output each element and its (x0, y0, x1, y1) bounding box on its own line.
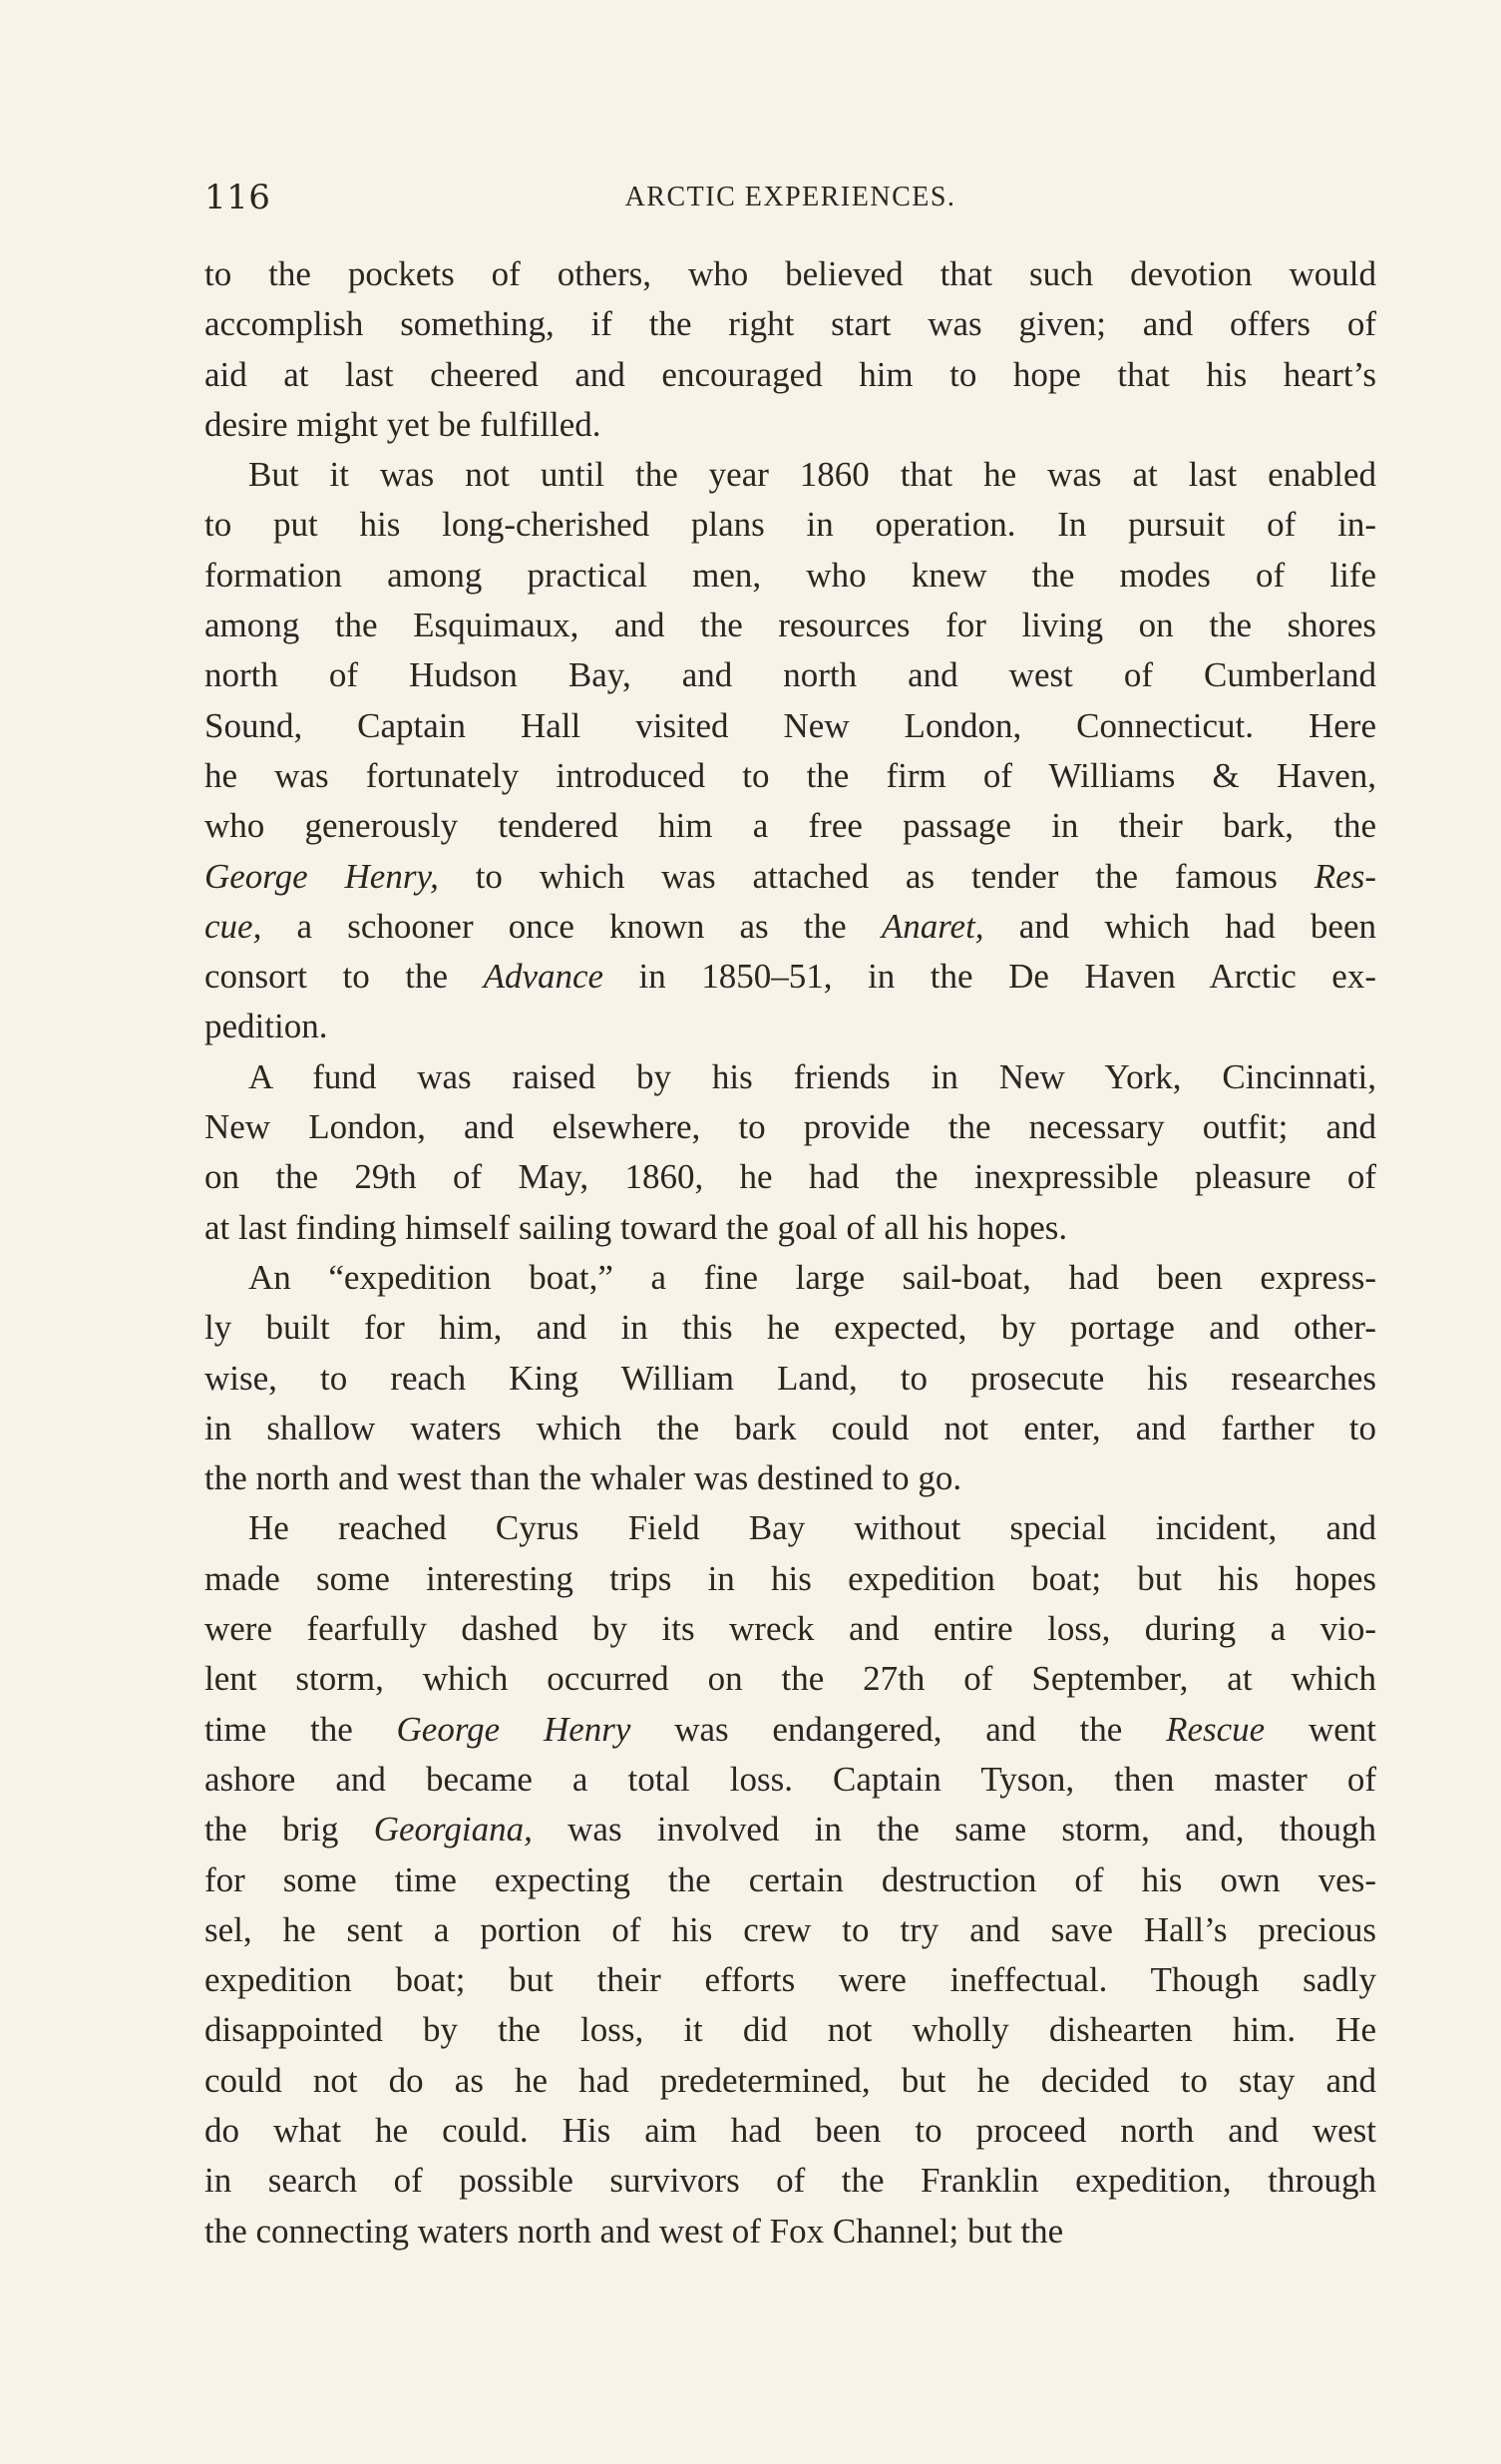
paragraph (204, 1253, 1376, 1503)
text-line (204, 1102, 1376, 1152)
text-line (204, 1354, 1376, 1404)
text-segment: formation among practical men, who knew the modes of life (204, 555, 1376, 595)
text-segment: for some time expecting the certain destruction of his own ves- (204, 1859, 1376, 1899)
italic-text: Georgiana, (373, 1810, 533, 1849)
paragraph (204, 450, 1376, 1052)
text-line (204, 2207, 1376, 2257)
italic-text: Rescue (1166, 1709, 1266, 1749)
text-segment: A fund was raised by his friends in New York, Cincinnati, (248, 1056, 1376, 1096)
text-line (204, 299, 1376, 349)
text-line (204, 1554, 1376, 1604)
text-segment: in 1850–51, in the De Haven Arctic ex- (603, 957, 1376, 997)
text-segment: the connecting waters north and west of Fox Channel; but the (204, 2211, 1064, 2251)
body-text (204, 249, 1376, 2257)
text-line (204, 801, 1376, 851)
page-header (204, 178, 1376, 227)
text-line (204, 601, 1376, 650)
text-segment: were fearfully dashed by its wreck and entire loss, during a vio- (204, 1609, 1376, 1649)
running-head: ARCTIC EXPERIENCES. (624, 182, 956, 212)
text-segment: ashore and became a total loss. Captain Tyson, then master of (204, 1759, 1376, 1799)
text-line (204, 400, 1376, 450)
text-segment: among the Esquimaux, and the resources for living on the shores (204, 606, 1376, 645)
text-line (204, 1654, 1376, 1704)
text-segment: disappointed by the loss, it did not wholly dishearten him. He (204, 2010, 1376, 2050)
text-segment: the brig (204, 1810, 374, 1849)
text-line (204, 1052, 1376, 1102)
text-segment: ly built for him, and in this he expected, by portage and other- (204, 1308, 1376, 1348)
text-line (204, 1503, 1376, 1553)
text-line (204, 952, 1376, 1002)
italic-text: cue, (204, 906, 262, 946)
text-line (204, 1955, 1376, 2005)
text-segment: desire might yet be fulfilled. (204, 404, 601, 444)
text-segment: to which was attached as tender the famous (438, 856, 1314, 896)
text-line (204, 1152, 1376, 1202)
text-segment: New London, and elsewhere, to provide the necessary outfit; and (204, 1107, 1376, 1147)
text-line (204, 1203, 1376, 1253)
italic-text: Res- (1313, 856, 1376, 896)
text-line (204, 1303, 1376, 1353)
italic-text: Anaret, (881, 906, 984, 946)
text-segment: went (1265, 1709, 1376, 1749)
text-segment: in search of possible survivors of the Franklin expedition, through (204, 2161, 1376, 2201)
text-line (204, 1453, 1376, 1503)
text-segment: to the pockets of others, who believed that such devotion would (204, 254, 1376, 293)
text-segment: and which had been (983, 906, 1376, 946)
text-segment: sel, he sent a portion of his crew to try and save Hall’s precious (204, 1909, 1376, 1949)
text-line (204, 500, 1376, 550)
text-segment: Sound, Captain Hall visited New London, Connecticut. Here (204, 705, 1376, 745)
text-segment: a schooner once known as the (261, 906, 882, 946)
text-segment: aid at last cheered and encouraged him to hope that his heart’s (204, 354, 1376, 394)
italic-text: George Henry, (204, 856, 439, 896)
text-segment: made some interesting trips in his expedition boat; but his hopes (204, 1558, 1376, 1598)
page-number: 116 (204, 178, 271, 217)
text-segment: He reached Cyrus Field Bay without special incident, and (248, 1508, 1376, 1548)
paragraph (204, 1503, 1376, 2256)
text-segment: could not do as he had predetermined, but he decided to stay and (204, 2060, 1376, 2100)
text-segment: the north and west than the whaler was destined to go. (204, 1458, 962, 1498)
text-line (204, 551, 1376, 601)
paragraph (204, 249, 1376, 450)
text-line (204, 1253, 1376, 1303)
text-segment: on the 29th of May, 1860, he had the inexpressible pleasure of (204, 1157, 1376, 1197)
text-line (204, 1002, 1376, 1051)
text-line (204, 1604, 1376, 1654)
text-segment: time the (204, 1709, 397, 1749)
text-line (204, 902, 1376, 952)
italic-text: George Henry (396, 1709, 631, 1749)
text-segment: accomplish something, if the right start was given; and offers of (204, 304, 1376, 344)
text-segment: he was fortunately introduced to the firm of Williams & Haven, (204, 755, 1376, 795)
text-segment: was endangered, and the (630, 1709, 1167, 1749)
text-segment: consort to the (204, 957, 484, 997)
text-segment: wise, to reach King William Land, to prosecute his researches (204, 1358, 1376, 1398)
text-segment: lent storm, which occurred on the 27th of September, at which (204, 1659, 1376, 1699)
text-segment: at last finding himself sailing toward the goal of all his hopes. (204, 1207, 1068, 1247)
text-segment: pedition. (204, 1007, 328, 1046)
text-line (204, 1805, 1376, 1854)
text-line (204, 450, 1376, 500)
text-line (204, 2106, 1376, 2156)
text-line (204, 1855, 1376, 1905)
text-line (204, 751, 1376, 801)
text-segment: who generously tendered him a free passage in their bark, the (204, 806, 1376, 846)
text-line (204, 1705, 1376, 1755)
text-segment: expedition boat; but their efforts were ineffectual. Though sadly (204, 1960, 1376, 2000)
text-segment: to put his long-cherished plans in operation. In pursuit of in- (204, 505, 1376, 545)
text-line (204, 1905, 1376, 1955)
text-line (204, 852, 1376, 902)
text-line (204, 1404, 1376, 1453)
italic-text: Advance (483, 957, 604, 997)
text-line (204, 701, 1376, 751)
text-line (204, 350, 1376, 400)
text-line (204, 2056, 1376, 2106)
text-segment: north of Hudson Bay, and north and west of Cumberland (204, 655, 1376, 695)
text-line (204, 249, 1376, 299)
text-line (204, 1755, 1376, 1805)
text-segment: But it was not until the year 1860 that he was at last enabled (248, 455, 1376, 495)
text-segment: in shallow waters which the bark could not enter, and farther to (204, 1408, 1376, 1447)
text-segment: was involved in the same storm, and, though (532, 1810, 1377, 1849)
text-line (204, 650, 1376, 700)
text-segment: do what he could. His aim had been to proceed north and west (204, 2110, 1376, 2150)
text-segment: An “expedition boat,” a fine large sail-boat, had been express- (248, 1257, 1376, 1297)
text-line (204, 2005, 1376, 2055)
paragraph (204, 1052, 1376, 1253)
text-line (204, 2156, 1376, 2206)
